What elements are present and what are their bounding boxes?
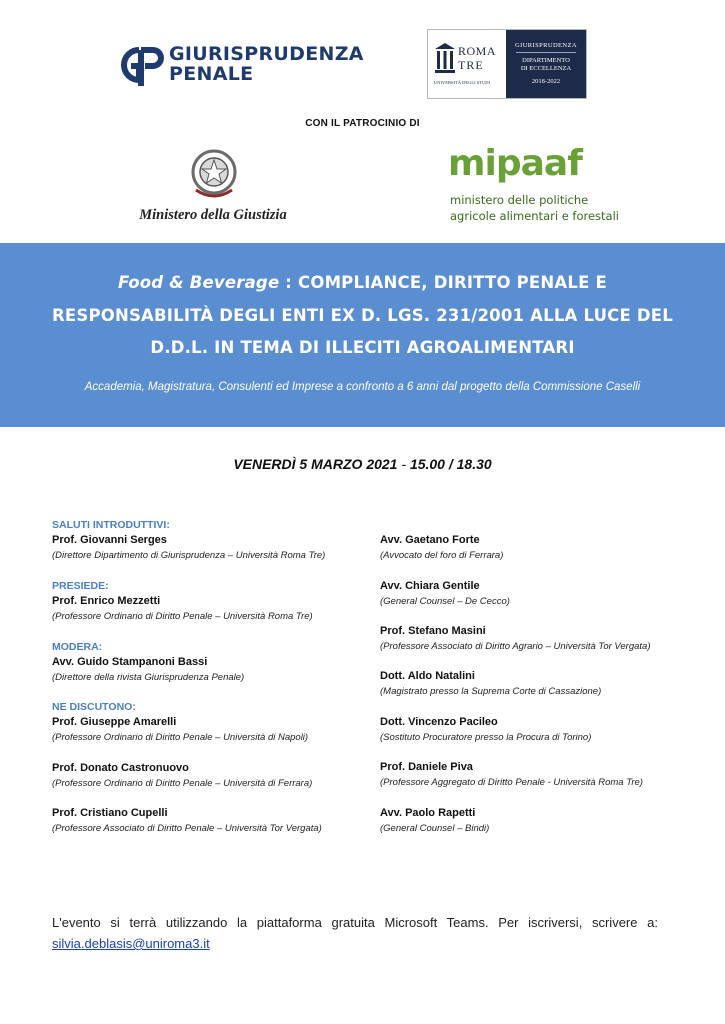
speaker-name: Avv. Paolo Rapetti xyxy=(380,807,476,819)
mipaaf-subtitle-line2: agricole alimentari e forestali xyxy=(450,209,619,223)
event-date-separator: - xyxy=(397,456,410,472)
banner-title-line3: D.D.L. IN TEMA DI ILLECITI AGROALIMENTARI xyxy=(150,338,575,357)
badge-line4: 2018-2022 xyxy=(531,78,561,85)
patrocinio-label: CON IL PATROCINIO DI xyxy=(305,118,420,129)
event-time: 15.00 / 18.30 xyxy=(409,456,492,472)
section-discutono-label: NE DISCUTONO: xyxy=(52,701,136,713)
banner-title-italic: Food & Beverage xyxy=(118,273,280,292)
speaker-name: Avv. Guido Stampanoni Bassi xyxy=(52,656,208,668)
speaker-role: (Direttore Dipartimento di Giurisprudenza – Università Roma Tre) xyxy=(52,550,326,561)
speaker-name: Prof. Daniele Piva xyxy=(380,761,473,773)
speaker-name: Avv. Chiara Gentile xyxy=(380,580,480,592)
speaker-role: (Avvocato del foro di Ferrara) xyxy=(380,550,504,561)
speaker-name: Prof. Giovanni Serges xyxy=(52,534,167,546)
banner-title-line1 xyxy=(0,273,725,292)
speaker-name: Avv. Gaetano Forte xyxy=(380,534,480,546)
speaker-role: (Professore Ordinario di Diritto Penale – Università di Ferrara) xyxy=(52,778,313,789)
banner-title-line2: RESPONSABILITÀ DEGLI ENTI EX D. LGS. 231/2001 ALLA LUCE DEL xyxy=(51,306,673,325)
event-date xyxy=(0,456,725,472)
speaker-role: (Professore Aggregato di Diritto Penale - Università Roma Tre) xyxy=(380,777,643,788)
mipaaf-logo: mipaaf xyxy=(448,143,582,184)
roma-tre-line2: TRE xyxy=(458,58,484,72)
roma-tre-logo xyxy=(427,29,587,99)
speaker-role: (Sostituto Procuratore presso la Procura di Torino) xyxy=(380,732,592,743)
speaker-role: (Direttore della rivista Giurisprudenza Penale) xyxy=(52,672,245,683)
registration-text: L'evento si terrà utilizzando la piattaforma gratuita Microsoft Teams. Per iscriversi, scrivere a: xyxy=(52,915,658,930)
speaker-role: (General Counsel – Bindi) xyxy=(380,823,490,834)
gp-logo-line1: GIURISPRUDENZA xyxy=(169,43,364,65)
registration-email-link[interactable]: silvia.deblasis@uniroma3.it xyxy=(52,936,210,951)
speaker-role: (Professore Ordinario di Diritto Penale – Università di Napoli) xyxy=(52,732,309,743)
gp-logo-line2: PENALE xyxy=(169,63,254,85)
mipaaf-subtitle-line1: ministero delle politiche xyxy=(450,193,589,207)
speaker-role: (Professore Ordinario di Diritto Penale – Università Roma Tre) xyxy=(52,611,313,622)
giurisprudenza-penale-logo xyxy=(113,40,364,92)
badge-line2: DIPARTIMENTO xyxy=(522,57,570,64)
badge-divider xyxy=(516,52,576,53)
banner-subtitle: Accademia, Magistratura, Consulenti ed Imprese a confronto a 6 anni dal progetto della Commissione Caselli xyxy=(84,381,641,393)
speaker-name: Prof. Giuseppe Amarelli xyxy=(52,716,177,728)
speaker-name: Dott. Vincenzo Pacileo xyxy=(380,716,498,728)
dipartimento-eccellenza-badge xyxy=(506,30,586,98)
speaker-role: (Magistrato presso la Suprema Corte di Cassazione) xyxy=(380,686,602,697)
section-presiede-label: PRESIEDE: xyxy=(52,580,109,592)
banner-title-line1-rest: : COMPLIANCE, DIRITTO PENALE E xyxy=(279,273,607,292)
speaker-role: (General Counsel – De Cecco) xyxy=(380,596,510,607)
badge-line1: GIURISPRUDENZA xyxy=(515,42,577,49)
speaker-name: Prof. Cristiano Cupelli xyxy=(52,807,168,819)
ministero-giustizia-wordmark: Ministero della Giustizia xyxy=(139,207,287,223)
speaker-name: Dott. Aldo Natalini xyxy=(380,670,475,682)
section-saluti-label: SALUTI INTRODUTTIVI: xyxy=(52,519,170,531)
speaker-name: Prof. Enrico Mezzetti xyxy=(52,595,161,607)
roma-tre-line3: UNIVERSITÀ DEGLI STUDI xyxy=(434,80,490,85)
event-day: VENERDÌ 5 MARZO 2021 xyxy=(233,456,398,472)
speaker-role: (Professore Associato di Diritto Agrario – Università Tor Vergata) xyxy=(380,641,651,652)
title-banner xyxy=(0,243,725,427)
italian-republic-emblem-icon xyxy=(188,146,240,202)
speaker-name: Prof. Stefano Masini xyxy=(380,625,486,637)
badge-line3: DI ECCELLENZA xyxy=(520,65,572,72)
roma-tre-line1: ROMA xyxy=(458,44,497,58)
temple-icon xyxy=(434,42,456,74)
gp-logo-icon xyxy=(113,42,165,88)
speaker-name: Prof. Donato Castronuovo xyxy=(52,762,189,774)
speaker-role: (Professore Associato di Diritto Penale – Università Tor Vergata) xyxy=(52,823,322,834)
section-modera-label: MODERA: xyxy=(52,641,103,653)
